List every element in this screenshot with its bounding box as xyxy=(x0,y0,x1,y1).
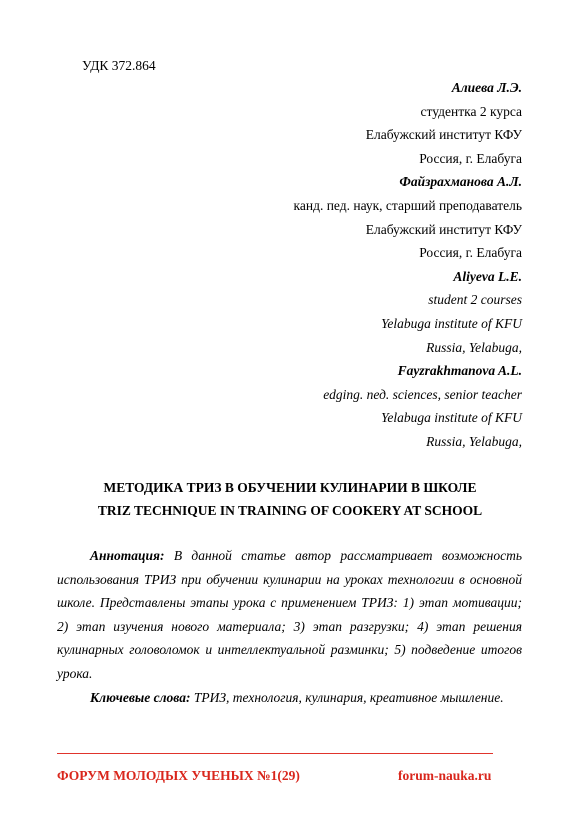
author-name: Файзрахманова А.Л. xyxy=(399,174,522,190)
author-4 xyxy=(62,359,522,453)
author-affiliation: Елабужский институт КФУ xyxy=(365,127,522,143)
abstract-text: В данной статье автор рассматривает возможность использования ТРИЗ при обучении кулинарии на уроках технологии в основной школе. Представлены этапы урока с применением ТРИЗ: 1) этап мотивации; 2) этап изучения нового материала; 3) этап разгрузки; 4) этап решения кулинарных головоломок и интеллектуальной разминки; 5) подведение итогов урока. xyxy=(57,548,522,681)
footer-website: forum-nauka.ru xyxy=(398,768,492,783)
footer-divider xyxy=(57,753,493,754)
title-english: TRIZ TECHNIQUE IN TRAINING OF COOKERY AT SCHOOL xyxy=(97,503,483,518)
author-block xyxy=(62,76,522,454)
author-name: Aliyeva L.E. xyxy=(453,268,522,284)
author-position: edging. пед. sciences, senior teacher xyxy=(323,386,522,402)
author-location: Russia, Yelabuga, xyxy=(426,433,522,449)
author-position: student 2 courses xyxy=(428,292,522,308)
author-affiliation: Yelabuga institute of KFU xyxy=(381,410,522,426)
author-position: студентка 2 курса xyxy=(420,103,522,119)
author-2 xyxy=(62,170,522,264)
author-affiliation: Елабужский институт КФУ xyxy=(365,221,522,237)
udk-code: УДК 372.864 xyxy=(82,58,156,73)
author-location: Russia, Yelabuga, xyxy=(426,339,522,355)
author-position: канд. пед. наук, старший преподаватель xyxy=(293,197,522,213)
author-location: Россия, г. Елабуга xyxy=(419,245,522,261)
author-1 xyxy=(62,76,522,170)
author-name: Fayzrakhmanova A.L. xyxy=(397,363,522,379)
abstract-label: Аннотация: xyxy=(90,548,165,563)
title-russian: МЕТОДИКА ТРИЗ В ОБУЧЕНИИ КУЛИНАРИИ В ШКОЛЕ xyxy=(103,480,477,495)
keywords-text: ТРИЗ, технология, кулинария, креативное мышление. xyxy=(190,689,504,705)
abstract-section xyxy=(57,544,522,709)
author-3 xyxy=(62,265,522,359)
author-affiliation: Yelabuga institute of KFU xyxy=(381,315,522,331)
abstract-paragraph xyxy=(57,544,522,686)
keywords-paragraph xyxy=(57,686,522,710)
footer-journal-name: ФОРУМ МОЛОДЫХ УЧЕНЫХ №1(29) xyxy=(57,768,300,783)
keywords-label: Ключевые слова: xyxy=(90,689,191,705)
author-name: Алиева Л.Э. xyxy=(451,80,522,95)
author-location: Россия, г. Елабуга xyxy=(419,150,522,166)
